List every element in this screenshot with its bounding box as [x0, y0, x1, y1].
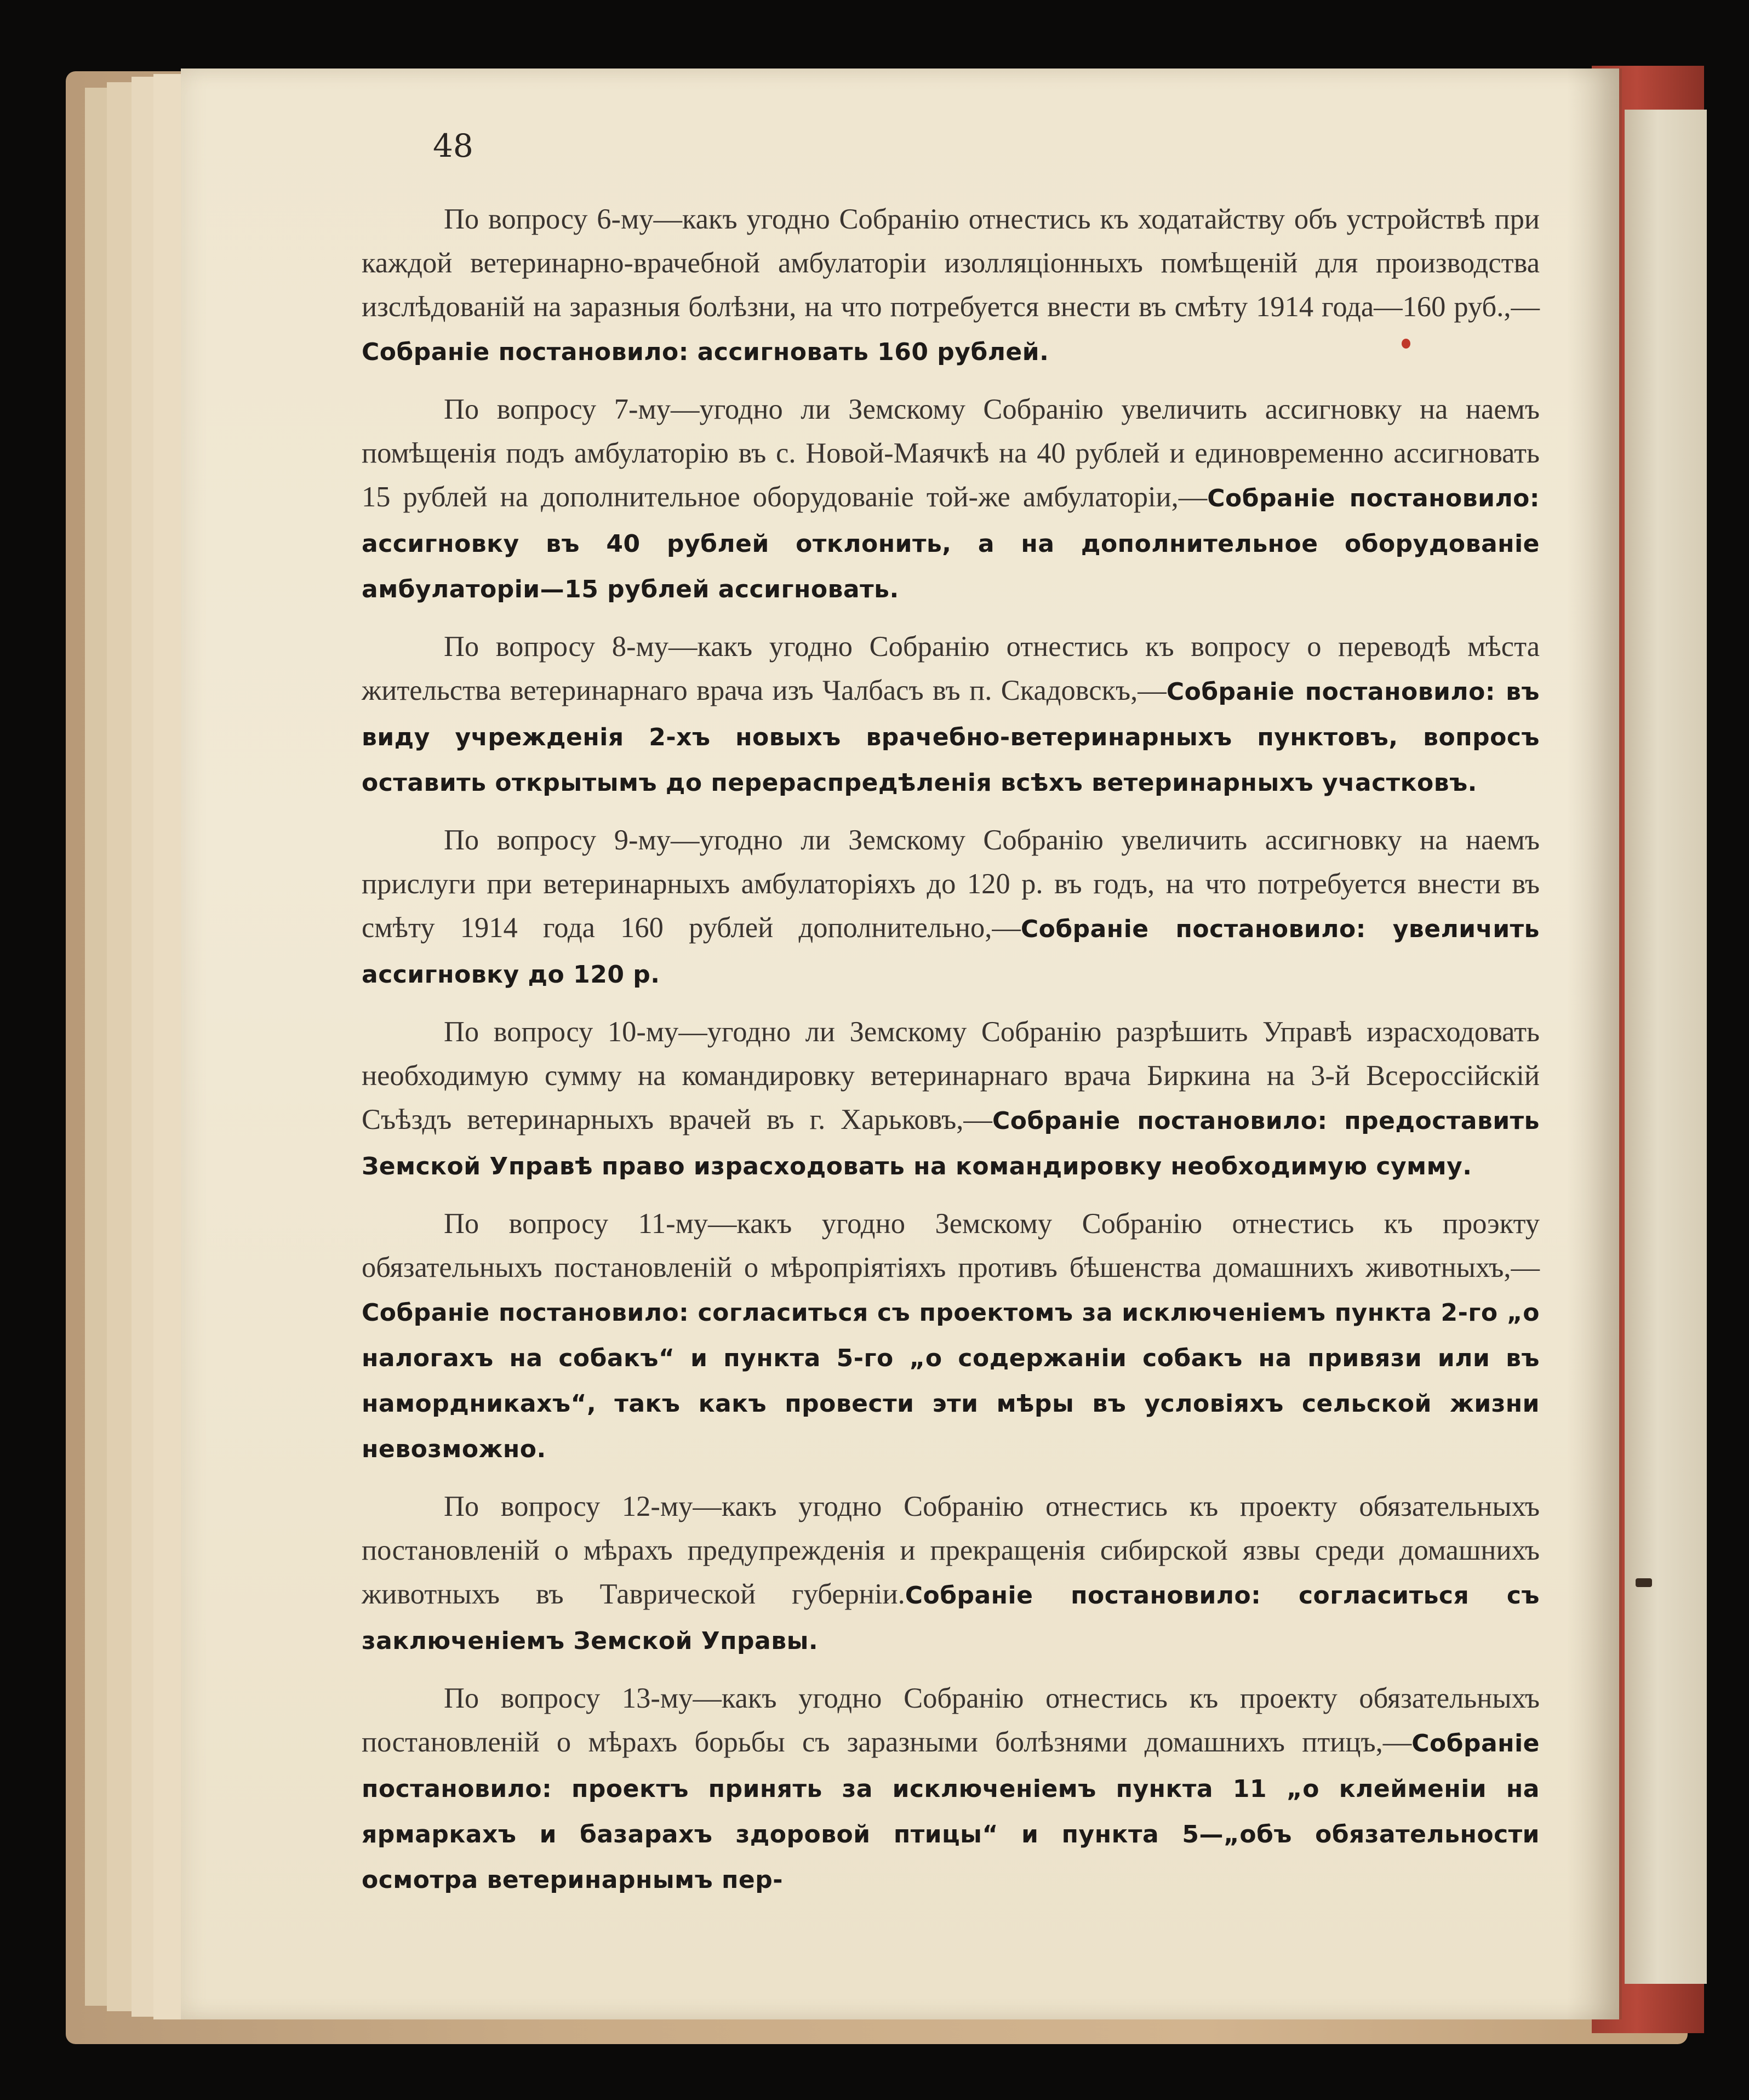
- resolution-text: Собраніе постановило: проектъ принять за исключеніемъ пункта 11 „о клейменіи на ярмаркахъ и базарахъ здоровой птицы“ и пункта 5—„объ обязательности осмотра ветеринарнымъ пер-: [362, 1730, 1540, 1894]
- resolution-text: Собраніе постановило: въ виду учрежденія 2-хъ новыхъ врачебно-ветеринарныхъ пунктовъ, вопросъ оставить открытымъ до перераспредѣленія всѣхъ ветеринарныхъ участковъ.: [362, 678, 1540, 797]
- paragraph-question-11: [362, 1202, 1540, 1471]
- paragraph-question-9: [362, 818, 1540, 997]
- resolution-text: Собраніе постановило: согласиться съ заключеніемъ Земской Управы.: [362, 1582, 1540, 1655]
- paragraph-question-12: [362, 1485, 1540, 1663]
- question-text: По вопросу 11-му—какъ угодно Земскому Собранію отнестись къ проэкту обязательныхъ постановленій о мѣропріятіяхъ противъ бѣшенства домашнихъ животныхъ,—: [362, 1208, 1540, 1283]
- resolution-text: Собраніе постановило: предоставить Земской Управѣ право израсходовать на командировку необходимую сумму.: [362, 1107, 1540, 1180]
- binding-mark: [1636, 1578, 1652, 1587]
- resolution-text: Собраніе постановило: ассигновать 160 рублей.: [362, 338, 1049, 366]
- question-text: По вопросу 6-му—какъ угодно Собранію отнестись къ ходатайству объ устройствѣ при каждой ветеринарно-врачебной амбулаторіи изолляціонныхъ помѣщеній для производства изслѣдованій на заразныя болѣзни, на что потребуется внести въ смѣту 1914 года—160 руб.,—: [362, 203, 1540, 323]
- resolution-text: Собраніе постановило: увеличить ассигновку до 120 р.: [362, 915, 1540, 989]
- page-text: [362, 197, 1540, 1915]
- page-number: 48: [433, 127, 473, 164]
- question-text: По вопросу 9-му—угодно ли Земскому Собранію увеличить ассигновку на наемъ прислуги при ветеринарныхъ амбулаторіяхъ до 120 р. въ годъ, на что потребуется внести въ смѣту 1914 года 160 рублей дополнительно,—: [362, 824, 1540, 944]
- paragraph-question-7: [362, 387, 1540, 612]
- facing-page-edge: [1625, 110, 1707, 1984]
- paragraph-question-13: [362, 1676, 1540, 1902]
- resolution-text: Собраніе постановило: ассигновку въ 40 рублей отклонить, а на дополнительное оборудованіе амбулаторіи—15 рублей ассигновать.: [362, 484, 1540, 603]
- spine-shadow: [1567, 69, 1622, 2019]
- paragraph-question-8: [362, 625, 1540, 805]
- question-text: По вопросу 10-му—угодно ли Земскому Собранію разрѣшить Управѣ израсходовать необходимую сумму на командировку ветеринарнаго врача Биркина на 3-й Всероссійскій Съѣздъ ветеринарныхъ врачей въ г. Харьковъ,—: [362, 1016, 1540, 1135]
- question-text: По вопросу 7-му—угодно ли Земскому Собранію увеличить ассигновку на наемъ помѣщенія подъ амбулаторію въ с. Новой-Маячкѣ на 40 рублей и единовременно ассигновать 15 рублей на дополнительное оборудованіе той-же амбулаторіи,—: [362, 393, 1540, 513]
- question-text: По вопросу 12-му—какъ угодно Собранію отнестись къ проекту обязательныхъ постановленій о мѣрахъ предупрежденія и прекращенія сибирской язвы среди домашнихъ животныхъ въ Таврической губерніи.: [362, 1491, 1540, 1610]
- question-text: По вопросу 8-му—какъ угодно Собранію отнестись къ вопросу о переводѣ мѣста жительства ветеринарнаго врача изъ Чалбасъ въ п. Скадовскъ,—: [362, 631, 1540, 706]
- question-text: По вопросу 13-му—какъ угодно Собранію отнестись къ проекту обязательныхъ постановленій о мѣрахъ борьбы съ заразными болѣзнями домашнихъ птицъ,—: [362, 1682, 1540, 1758]
- resolution-text: Собраніе постановило: согласиться съ проектомъ за исключеніемъ пункта 2-го „о налогахъ на собакъ“ и пункта 5-го „о содержаніи собакъ на привязи или въ намордникахъ“, такъ какъ провести эти мѣры въ условіяхъ сельской жизни невозможно.: [362, 1299, 1540, 1463]
- paragraph-question-6: [362, 197, 1540, 374]
- paragraph-question-10: [362, 1010, 1540, 1189]
